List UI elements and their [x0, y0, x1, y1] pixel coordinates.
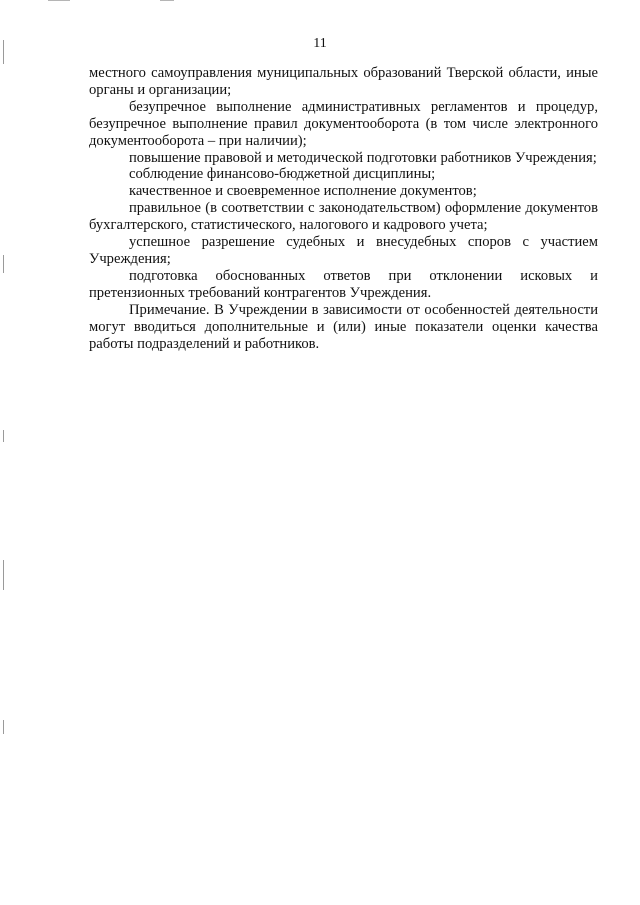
- paragraph-5: качественное и своевременное исполнение документов;: [129, 183, 477, 200]
- scan-margin-mark: [3, 720, 4, 734]
- document-body: [89, 65, 598, 352]
- scan-margin-mark: [3, 560, 4, 590]
- scan-margin-mark: [3, 430, 4, 442]
- paragraph-3: повышение правовой и методической подготовки работников Учреждения;: [129, 149, 597, 166]
- scan-edge-mark: [160, 0, 174, 1]
- paragraph-7: успешное разрешение судебных и внесудебных споров с участием Учреждения;: [89, 234, 598, 267]
- paragraph-9: Примечание. В Учреждении в зависимости от особенностей деятельности могут вводиться дополнительные и (или) иные показатели оценки качества работы подразделений и работников.: [89, 301, 598, 352]
- scan-edge-mark: [48, 0, 70, 1]
- paragraph-8: подготовка обоснованных ответов при отклонении исковых и претензионных требований контрагентов Учреждения.: [89, 267, 598, 301]
- paragraph-1: местного самоуправления муниципальных образований Тверской области, иные органы и организации;: [89, 65, 598, 98]
- page-number: 11: [313, 36, 327, 51]
- paragraph-2: безупречное выполнение административных регламентов и процедур, безупречное выполнение правил документооборота (в том числе электронного документооборота – при наличии);: [89, 98, 598, 149]
- scan-margin-mark: [3, 255, 4, 273]
- paragraph-6: правильное (в соответствии с законодательством) оформление документов бухгалтерского, статистического, налогового и кадрового учета;: [89, 200, 598, 234]
- paragraph-4: соблюдение финансово-бюджетной дисциплины;: [129, 166, 436, 183]
